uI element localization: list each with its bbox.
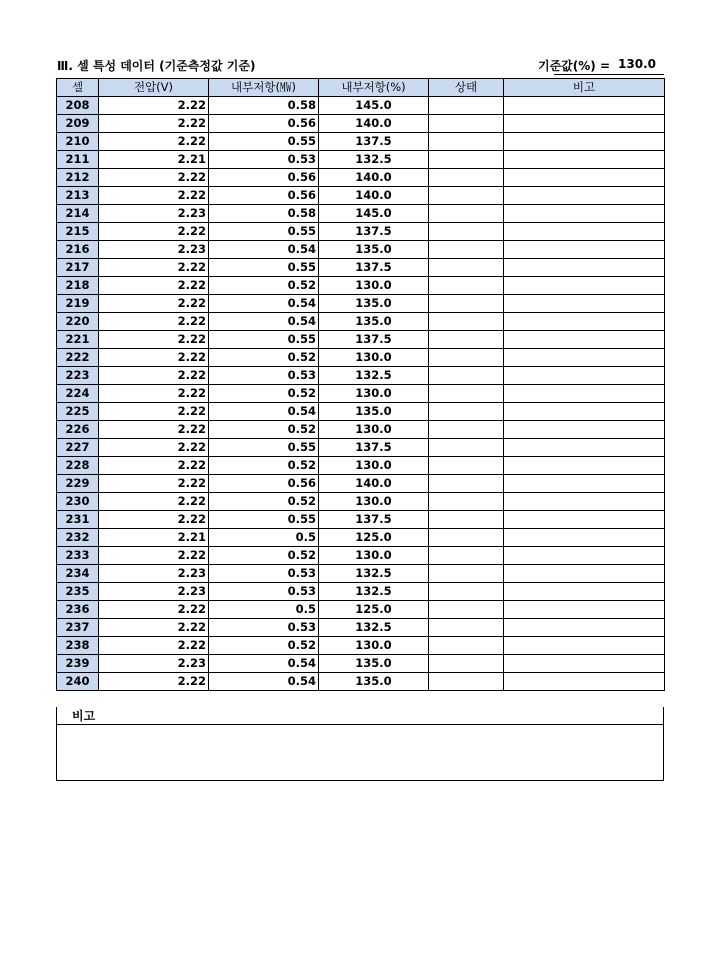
resistance-value: 0.52 (209, 457, 319, 475)
voltage-value: 2.22 (99, 385, 209, 403)
status-value (429, 97, 504, 115)
status-value (429, 457, 504, 475)
status-value (429, 187, 504, 205)
remarks-box (56, 707, 664, 781)
voltage-value: 2.23 (99, 655, 209, 673)
table-row (57, 439, 665, 457)
resistance-value: 0.54 (209, 403, 319, 421)
remarks-divider (57, 724, 663, 725)
resistance-pct-value: 137.5 (319, 223, 429, 241)
voltage-value: 2.21 (99, 151, 209, 169)
voltage-value: 2.23 (99, 565, 209, 583)
status-value (429, 403, 504, 421)
note-value (504, 421, 665, 439)
resistance-pct-value: 130.0 (319, 637, 429, 655)
voltage-value: 2.22 (99, 673, 209, 691)
voltage-value: 2.21 (99, 529, 209, 547)
resistance-pct-value: 137.5 (319, 331, 429, 349)
resistance-pct-value: 130.0 (319, 547, 429, 565)
col-header-resistance-pct: 내부저항(%) (319, 79, 429, 97)
voltage-value: 2.22 (99, 349, 209, 367)
resistance-pct-value: 137.5 (319, 133, 429, 151)
table-row (57, 277, 665, 295)
resistance-value: 0.54 (209, 655, 319, 673)
note-value (504, 349, 665, 367)
remarks-label: 비고 (72, 709, 96, 723)
cell-data-table (56, 78, 665, 691)
table-row (57, 655, 665, 673)
note-value (504, 295, 665, 313)
note-value (504, 169, 665, 187)
cell-id: 209 (57, 115, 99, 133)
resistance-pct-value: 130.0 (319, 493, 429, 511)
note-value (504, 331, 665, 349)
cell-id: 231 (57, 511, 99, 529)
resistance-value: 0.52 (209, 493, 319, 511)
status-value (429, 619, 504, 637)
cell-id: 221 (57, 331, 99, 349)
table-row (57, 151, 665, 169)
cell-id: 232 (57, 529, 99, 547)
voltage-value: 2.22 (99, 493, 209, 511)
status-value (429, 259, 504, 277)
status-value (429, 241, 504, 259)
note-value (504, 457, 665, 475)
resistance-pct-value: 135.0 (319, 313, 429, 331)
voltage-value: 2.22 (99, 133, 209, 151)
resistance-value: 0.54 (209, 295, 319, 313)
status-value (429, 565, 504, 583)
cell-id: 237 (57, 619, 99, 637)
cell-id: 211 (57, 151, 99, 169)
col-header-voltage: 전압(V) (99, 79, 209, 97)
table-row (57, 673, 665, 691)
table-row (57, 475, 665, 493)
resistance-pct-value: 137.5 (319, 439, 429, 457)
note-value (504, 97, 665, 115)
resistance-value: 0.52 (209, 547, 319, 565)
note-value (504, 673, 665, 691)
table-row (57, 115, 665, 133)
table-row (57, 205, 665, 223)
resistance-value: 0.55 (209, 259, 319, 277)
cell-id: 218 (57, 277, 99, 295)
reference-underline (554, 74, 664, 75)
resistance-pct-value: 130.0 (319, 385, 429, 403)
cell-id: 208 (57, 97, 99, 115)
resistance-pct-value: 130.0 (319, 349, 429, 367)
resistance-pct-value: 130.0 (319, 457, 429, 475)
cell-id: 233 (57, 547, 99, 565)
resistance-value: 0.53 (209, 151, 319, 169)
voltage-value: 2.22 (99, 547, 209, 565)
resistance-pct-value: 132.5 (319, 583, 429, 601)
voltage-value: 2.22 (99, 313, 209, 331)
voltage-value: 2.22 (99, 97, 209, 115)
note-value (504, 223, 665, 241)
section-title: Ⅲ. 셀 특성 데이터 (기준측정값 기준) (57, 59, 256, 73)
col-header-note: 비고 (504, 79, 665, 97)
note-value (504, 493, 665, 511)
voltage-value: 2.23 (99, 583, 209, 601)
status-value (429, 331, 504, 349)
voltage-value: 2.23 (99, 205, 209, 223)
resistance-pct-value: 132.5 (319, 565, 429, 583)
note-value (504, 151, 665, 169)
resistance-value: 0.5 (209, 601, 319, 619)
col-header-resistance: 내부저항(㎿) (209, 79, 319, 97)
cell-id: 222 (57, 349, 99, 367)
status-value (429, 583, 504, 601)
resistance-pct-value: 145.0 (319, 97, 429, 115)
status-value (429, 115, 504, 133)
resistance-value: 0.5 (209, 529, 319, 547)
voltage-value: 2.22 (99, 439, 209, 457)
table-row (57, 259, 665, 277)
table-row (57, 619, 665, 637)
resistance-value: 0.53 (209, 583, 319, 601)
status-value (429, 529, 504, 547)
note-value (504, 403, 665, 421)
resistance-pct-value: 135.0 (319, 655, 429, 673)
voltage-value: 2.22 (99, 169, 209, 187)
resistance-value: 0.56 (209, 187, 319, 205)
cell-id: 220 (57, 313, 99, 331)
table-row (57, 547, 665, 565)
resistance-pct-value: 130.0 (319, 421, 429, 439)
resistance-pct-value: 132.5 (319, 619, 429, 637)
resistance-value: 0.53 (209, 619, 319, 637)
cell-id: 212 (57, 169, 99, 187)
cell-id: 226 (57, 421, 99, 439)
table-row (57, 637, 665, 655)
resistance-value: 0.55 (209, 133, 319, 151)
cell-id: 236 (57, 601, 99, 619)
status-value (429, 349, 504, 367)
table-row (57, 493, 665, 511)
status-value (429, 169, 504, 187)
resistance-pct-value: 132.5 (319, 151, 429, 169)
cell-id: 229 (57, 475, 99, 493)
note-value (504, 475, 665, 493)
resistance-pct-value: 140.0 (319, 475, 429, 493)
status-value (429, 385, 504, 403)
voltage-value: 2.22 (99, 475, 209, 493)
cell-id: 217 (57, 259, 99, 277)
cell-id: 239 (57, 655, 99, 673)
resistance-value: 0.56 (209, 169, 319, 187)
status-value (429, 547, 504, 565)
note-value (504, 547, 665, 565)
cell-id: 210 (57, 133, 99, 151)
resistance-value: 0.53 (209, 565, 319, 583)
table-row (57, 133, 665, 151)
table-row (57, 187, 665, 205)
resistance-pct-value: 130.0 (319, 277, 429, 295)
voltage-value: 2.22 (99, 421, 209, 439)
resistance-value: 0.56 (209, 475, 319, 493)
note-value (504, 385, 665, 403)
note-value (504, 133, 665, 151)
status-value (429, 601, 504, 619)
resistance-value: 0.52 (209, 421, 319, 439)
resistance-value: 0.54 (209, 673, 319, 691)
note-value (504, 313, 665, 331)
resistance-pct-value: 140.0 (319, 115, 429, 133)
resistance-pct-value: 145.0 (319, 205, 429, 223)
resistance-value: 0.54 (209, 241, 319, 259)
resistance-pct-value: 137.5 (319, 259, 429, 277)
table-header-row (57, 79, 665, 97)
reference-label: 기준값(%) = (538, 59, 611, 73)
resistance-pct-value: 137.5 (319, 511, 429, 529)
col-header-status: 상태 (429, 79, 504, 97)
resistance-pct-value: 135.0 (319, 295, 429, 313)
resistance-pct-value: 125.0 (319, 601, 429, 619)
resistance-value: 0.52 (209, 349, 319, 367)
cell-id: 234 (57, 565, 99, 583)
voltage-value: 2.22 (99, 295, 209, 313)
status-value (429, 367, 504, 385)
voltage-value: 2.22 (99, 637, 209, 655)
note-value (504, 277, 665, 295)
resistance-value: 0.52 (209, 277, 319, 295)
note-value (504, 637, 665, 655)
cell-id: 228 (57, 457, 99, 475)
table-row (57, 295, 665, 313)
cell-id: 235 (57, 583, 99, 601)
resistance-value: 0.55 (209, 439, 319, 457)
resistance-pct-value: 140.0 (319, 169, 429, 187)
table-row (57, 457, 665, 475)
voltage-value: 2.22 (99, 367, 209, 385)
resistance-pct-value: 125.0 (319, 529, 429, 547)
table-row (57, 529, 665, 547)
table-body (57, 97, 665, 691)
resistance-value: 0.55 (209, 223, 319, 241)
voltage-value: 2.23 (99, 241, 209, 259)
status-value (429, 475, 504, 493)
resistance-value: 0.53 (209, 367, 319, 385)
table-row (57, 241, 665, 259)
note-value (504, 367, 665, 385)
voltage-value: 2.22 (99, 259, 209, 277)
cell-id: 219 (57, 295, 99, 313)
resistance-pct-value: 140.0 (319, 187, 429, 205)
table-row (57, 349, 665, 367)
note-value (504, 241, 665, 259)
status-value (429, 439, 504, 457)
note-value (504, 565, 665, 583)
cell-id: 215 (57, 223, 99, 241)
table-row (57, 385, 665, 403)
status-value (429, 493, 504, 511)
table-row (57, 169, 665, 187)
table-row (57, 223, 665, 241)
cell-id: 227 (57, 439, 99, 457)
table-row (57, 511, 665, 529)
voltage-value: 2.22 (99, 619, 209, 637)
note-value (504, 439, 665, 457)
resistance-value: 0.55 (209, 511, 319, 529)
resistance-pct-value: 135.0 (319, 241, 429, 259)
cell-id: 238 (57, 637, 99, 655)
voltage-value: 2.22 (99, 277, 209, 295)
cell-id: 213 (57, 187, 99, 205)
resistance-value: 0.52 (209, 385, 319, 403)
voltage-value: 2.22 (99, 457, 209, 475)
reference-value-box (538, 57, 664, 73)
cell-id: 214 (57, 205, 99, 223)
note-value (504, 259, 665, 277)
cell-id: 223 (57, 367, 99, 385)
resistance-value: 0.56 (209, 115, 319, 133)
status-value (429, 421, 504, 439)
note-value (504, 511, 665, 529)
table-row (57, 421, 665, 439)
note-value (504, 619, 665, 637)
table-row (57, 367, 665, 385)
table-row (57, 313, 665, 331)
status-value (429, 295, 504, 313)
note-value (504, 655, 665, 673)
status-value (429, 133, 504, 151)
cell-id: 224 (57, 385, 99, 403)
status-value (429, 223, 504, 241)
voltage-value: 2.22 (99, 223, 209, 241)
cell-id: 225 (57, 403, 99, 421)
table-row (57, 97, 665, 115)
note-value (504, 529, 665, 547)
status-value (429, 277, 504, 295)
status-value (429, 673, 504, 691)
voltage-value: 2.22 (99, 331, 209, 349)
voltage-value: 2.22 (99, 601, 209, 619)
resistance-value: 0.58 (209, 97, 319, 115)
table-row (57, 403, 665, 421)
voltage-value: 2.22 (99, 115, 209, 133)
resistance-value: 0.54 (209, 313, 319, 331)
cell-id: 240 (57, 673, 99, 691)
resistance-pct-value: 132.5 (319, 367, 429, 385)
resistance-pct-value: 135.0 (319, 673, 429, 691)
table-row (57, 565, 665, 583)
resistance-value: 0.55 (209, 331, 319, 349)
cell-id: 216 (57, 241, 99, 259)
status-value (429, 637, 504, 655)
table-row (57, 601, 665, 619)
note-value (504, 601, 665, 619)
voltage-value: 2.22 (99, 511, 209, 529)
status-value (429, 511, 504, 529)
note-value (504, 187, 665, 205)
col-header-cell: 셀 (57, 79, 99, 97)
voltage-value: 2.22 (99, 403, 209, 421)
note-value (504, 115, 665, 133)
status-value (429, 313, 504, 331)
table-row (57, 583, 665, 601)
note-value (504, 205, 665, 223)
status-value (429, 205, 504, 223)
note-value (504, 583, 665, 601)
reference-value: 130.0 (618, 57, 656, 71)
resistance-value: 0.58 (209, 205, 319, 223)
status-value (429, 151, 504, 169)
resistance-pct-value: 135.0 (319, 403, 429, 421)
cell-id: 230 (57, 493, 99, 511)
resistance-value: 0.52 (209, 637, 319, 655)
table-row (57, 331, 665, 349)
voltage-value: 2.22 (99, 187, 209, 205)
status-value (429, 655, 504, 673)
